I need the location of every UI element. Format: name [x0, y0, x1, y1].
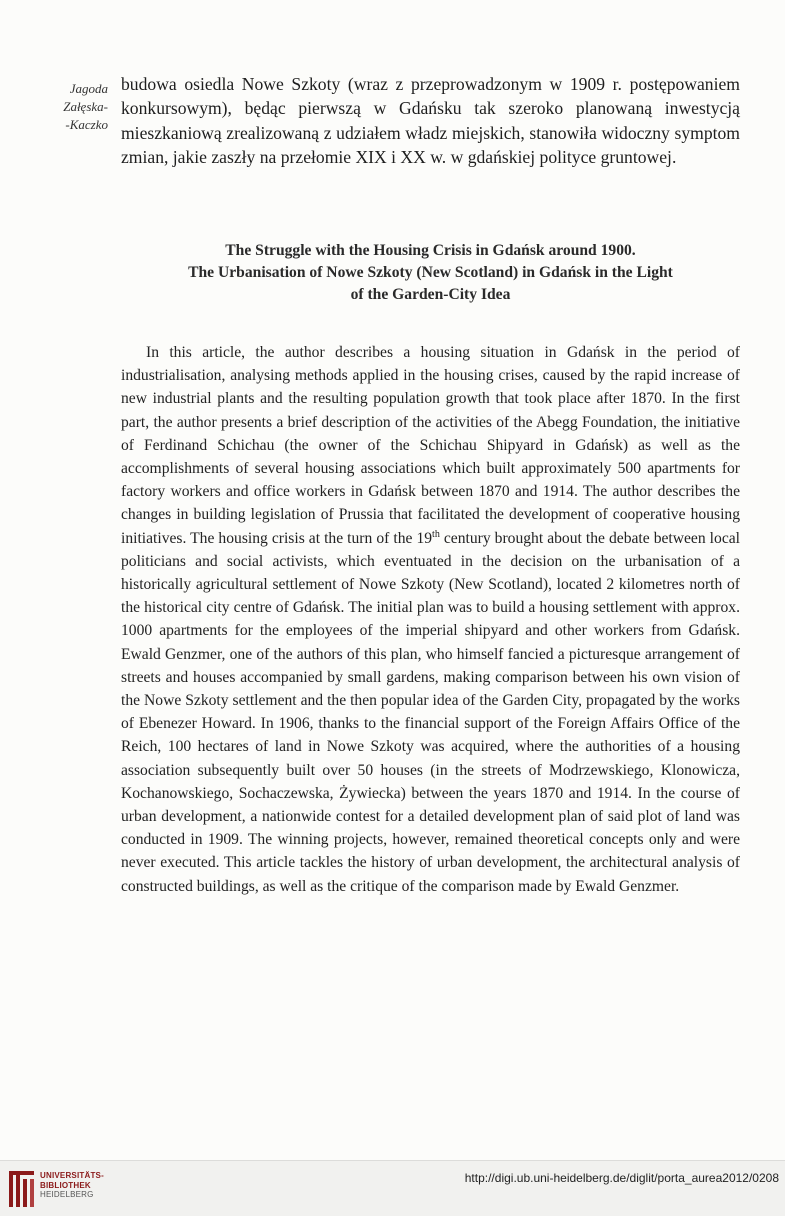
library-name-line: HEIDELBERG [40, 1190, 94, 1199]
library-name-line: UNIVERSITÄTS- [40, 1171, 104, 1180]
title-line: The Struggle with the Housing Crisis in Gdańsk around 1900. [225, 242, 636, 259]
summary-title [121, 240, 740, 307]
abstract-text-part: In this article, the author describes a housing situation in Gdańsk in the period of industrialisation, analysing methods applied in the housing crises, caused by the rapid increase of new industrial plants and the resulting population growth that took place after 1870. In the first part, the author presents a brief description of the activities of the Abegg Foundation, the initiative of Ferdinand Schichau (the owner of the Schichau Shipyard in Gdańsk) as well as the accomplishments of several housing associations which built approximately 500 apartments for factory workers and office workers in Gdańsk between 1870 and 1914. The author describes the changes in building legislation of Prussia that facilitated the development of cooperative housing initiatives. The housing crisis at the turn of the 19 [121, 344, 740, 547]
ordinal-superscript: th [432, 528, 440, 540]
margin-author-name [30, 80, 108, 134]
author-line: Załęska- [63, 99, 108, 114]
title-line: of the Garden-City Idea [350, 286, 511, 304]
author-line: -Kaczko [65, 117, 108, 132]
title-line: The Urbanisation of Nowe Szkoty (New Scotland) in Gdańsk in the Light [188, 264, 673, 282]
library-name-line: BIBLIOTHEK [40, 1180, 91, 1190]
abstract-paragraph [121, 341, 740, 898]
library-logo-icon [8, 1169, 36, 1209]
abstract-text-part: century brought about the debate between local politicians and social activists, which eventuated in the decision on the urbanisation of a historically agricultural settlement of Nowe Szkoty (New Scotland), located 2 kilometres north of the historical city centre of Gdańsk. The initial plan was to build a housing settlement with approx. 1000 apartments for the employees of the imperial shipyard and other workers from Gdańsk. Ewald Genzmer, one of the authors of this plan, who himself fancied a picturesque arrangement of streets and houses accompanied by small gardens, making comparison between his own vision of the Nowe Szkoty settlement and the then popular idea of the Garden City, propagated by the works of Ebenezer Howard. In 1906, thanks to the financial support of the Foreign Affairs Office of the Reich, 100 hectares of land in Nowe Szkoty was acquired, where the authorities of a housing association subsequently built over 50 houses (in the streets of Modrzewskiego, Klonowicza, Kochanowskiego, Sochaczewska, Żywiecka) between the years 1870 and 1914. In the course of urban development, a nationwide contest for a detailed development plan of said plot of land was conducted in 1909. The winning projects, however, remained theoretical concepts only and were never executed. This article tackles the history of urban development, the architectural analysis of constructed buildings, as well as the critique of the comparison made by Ewald Genzmer. [121, 529, 740, 895]
intro-paragraph: budowa osiedla Nowe Szkoty (wraz z przeprowadzonym w 1909 r. postępowaniem konkursowym), będąc pierwszą w Gdańsku tak szeroko planowaną inwestycją mieszkaniową zrealizowaną z udziałem władz miejskich, stanowiła widoczny symptom zmian, jakie zaszły na przełomie XIX i XX w. w gdańskiej polityce gruntowej. [121, 74, 740, 168]
author-line: Jagoda [69, 81, 108, 96]
abstract-body [121, 341, 740, 898]
library-name [40, 1171, 104, 1200]
source-url-link[interactable]: http://digi.ub.uni-heidelberg.de/diglit/porta_aurea2012/0208 [464, 1171, 779, 1185]
digitization-footer [0, 1160, 785, 1216]
